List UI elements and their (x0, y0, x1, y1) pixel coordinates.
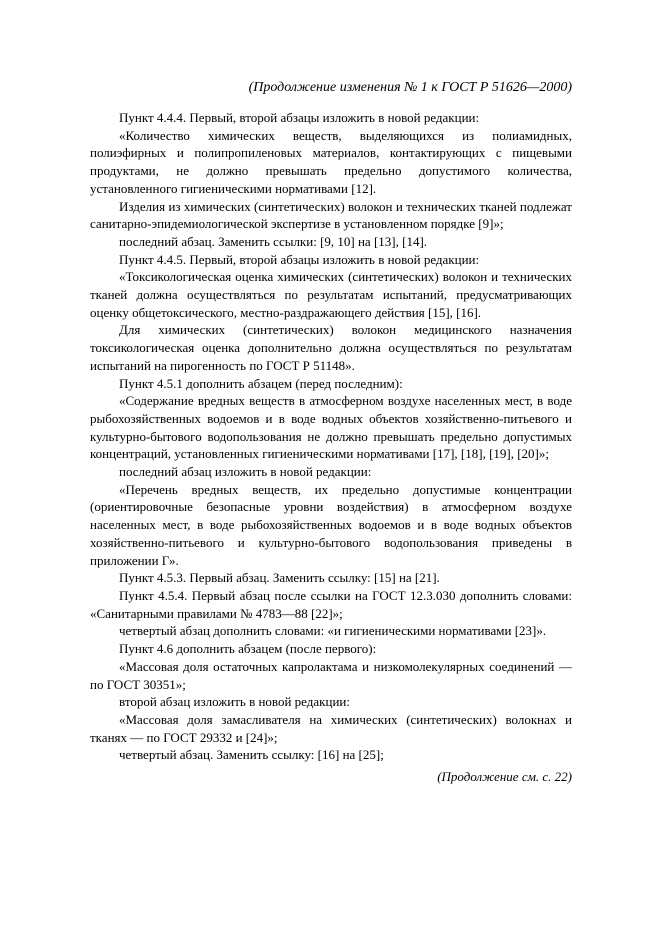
paragraph: Для химических (синтетических) волокон медицинского назначения токсикологическая оценка дополнительно должна осуществляться по результатам испытаний на пирогенность по ГОСТ Р 51148». (90, 322, 572, 373)
paragraph: четвертый абзац дополнить словами: «и гигиеническими нормативами [23]». (119, 623, 547, 639)
document-page (90, 79, 572, 786)
paragraph: «Массовая доля остаточных капролактама и низкомолекулярных соединений — по ГОСТ 30351»; (90, 658, 572, 692)
paragraph: Пункт 4.5.1 дополнить абзацем (перед последним): (119, 375, 403, 391)
paragraph: «Количество химических веществ, выделяющихся из полиамидных, полиэфирных и полипропиленовых материалов, контактирующих с пищевыми продуктами, не должно превышать предельно допустимого количества, установленного гигиеническими нормативами [12]. (90, 127, 572, 196)
paragraph: Пункт 4.4.4. Первый, второй абзацы изложить в новой редакции: (119, 110, 480, 125)
paragraph: «Токсикологическая оценка химических (синтетических) волокон и технических тканей должна осуществляться по результатам испытаний, предусматривающих оценку общетоксического, местно-раздражающего действия [15], [16]. (90, 269, 572, 320)
paragraph: «Содержание вредных веществ в атмосферном воздухе населенных мест, в воде рыбохозяйственных водоемов и в воде водных объектов хозяйственно-питьевого и культурно-бытового водопользования не должно превышать предельно допустимых концентраций, установленных гигиеническими нормативами [17], [18], [19], [20]»; (90, 393, 572, 462)
continuation-header: (Продолжение изменения № 1 к ГОСТ Р 51626—2000) (248, 80, 572, 95)
paragraph: «Перечень вредных веществ, их предельно допустимые концентрации (ориентировочные безопасные уровни воздействия) в атмосферном воздухе населенных мест, в воде рыбохозяйственных водоемов и в воде водных объектов хозяйственно-питьевого и культурно-бытового водопользования приведены в приложении Г». (90, 481, 572, 568)
paragraph: Пункт 4.6 дополнить абзацем (после первого): (119, 641, 377, 657)
paragraph: Изделия из химических (синтетических) волокон и технических тканей подлежат санитарно-эпидемиологической экспертизе в установленном порядке [9]»; (90, 198, 572, 232)
paragraph: второй абзац изложить в новой редакции: (119, 694, 350, 710)
paragraph: Пункт 4.5.4. Первый абзац после ссылки на ГОСТ 12.3.030 дополнить словами: «Санитарными правилами № 4783—88 [22]»; (90, 587, 572, 621)
paragraph: последний абзац. Заменить ссылки: [9, 10] на [13], [14]. (119, 233, 428, 249)
paragraph: последний абзац изложить в новой редакции: (119, 464, 372, 480)
continuation-footer: (Продолжение см. с. 22) (437, 769, 572, 785)
paragraph: Пункт 4.5.3. Первый абзац. Заменить ссылку: [15] на [21]. (119, 570, 440, 586)
document-body (90, 109, 572, 764)
paragraph: «Массовая доля замасливателя на химических (синтетических) волокнах и тканях — по ГОСТ 29332 и [24]»; (90, 711, 572, 745)
paragraph: Пункт 4.4.5. Первый, второй абзацы изложить в новой редакции: (119, 251, 480, 267)
paragraph: четвертый абзац. Заменить ссылку: [16] на [25]; (119, 747, 384, 763)
